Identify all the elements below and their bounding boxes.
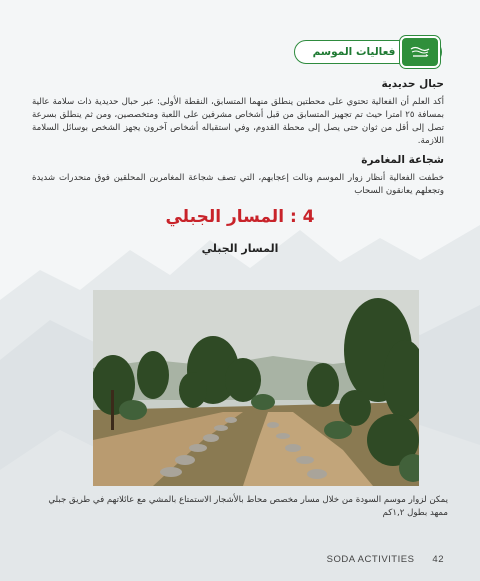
saudi-flag-icon	[400, 36, 440, 68]
feature-subtitle: المسار الجبلي	[201, 242, 279, 255]
footer-label: SODA ACTIVITIES	[326, 554, 415, 565]
mountain-trail-photo	[93, 290, 419, 486]
section-header-label: فعاليات الموسم	[312, 46, 396, 58]
paragraph-iron-ropes: أكد العلم أن الفعالية تحتوي على محطتين ينطلق منهما المتسابق، النقطة الأولى: عبر حبال حديدية ذات سلامة عالية بمسافة ٢٥ امترا حيث تم تجهيز المتسابق من قبل أشخاص مشرفين على اللعبة ومتخصصين، ومن ثم ينطلق بسرعة تصل إلى أقل من ثوان حتى يصل إلى محطة القدوم، وفي استقباله أشخاص آخرون يجهز الشخص بوسائل السلامة اللازمة.	[32, 97, 444, 146]
page-number: 42	[432, 554, 444, 565]
section-heading-iron-ropes: حبال حديدية	[381, 78, 444, 90]
paragraph-adventure-courage: خطفت الفعالية أنظار زوار الموسم ونالت إعجابهم، التي تصف شجاعة المغامرين المحلقين فوق منحدرات شديدة وتجعلهم يعانقون السحاب	[32, 173, 444, 196]
photo-caption: يمكن لزوار موسم السودة من خلال مسار مخصص محاط بالأشجار الاستمتاع بالمشي مع عائلاتهم في طريق جبلي ممهد بطول ١,٢كم	[48, 495, 448, 518]
feature-title: 4 : المسار الجبلي	[165, 207, 315, 227]
section-heading-adventure-courage: شجاعة المغامرة	[361, 154, 444, 166]
